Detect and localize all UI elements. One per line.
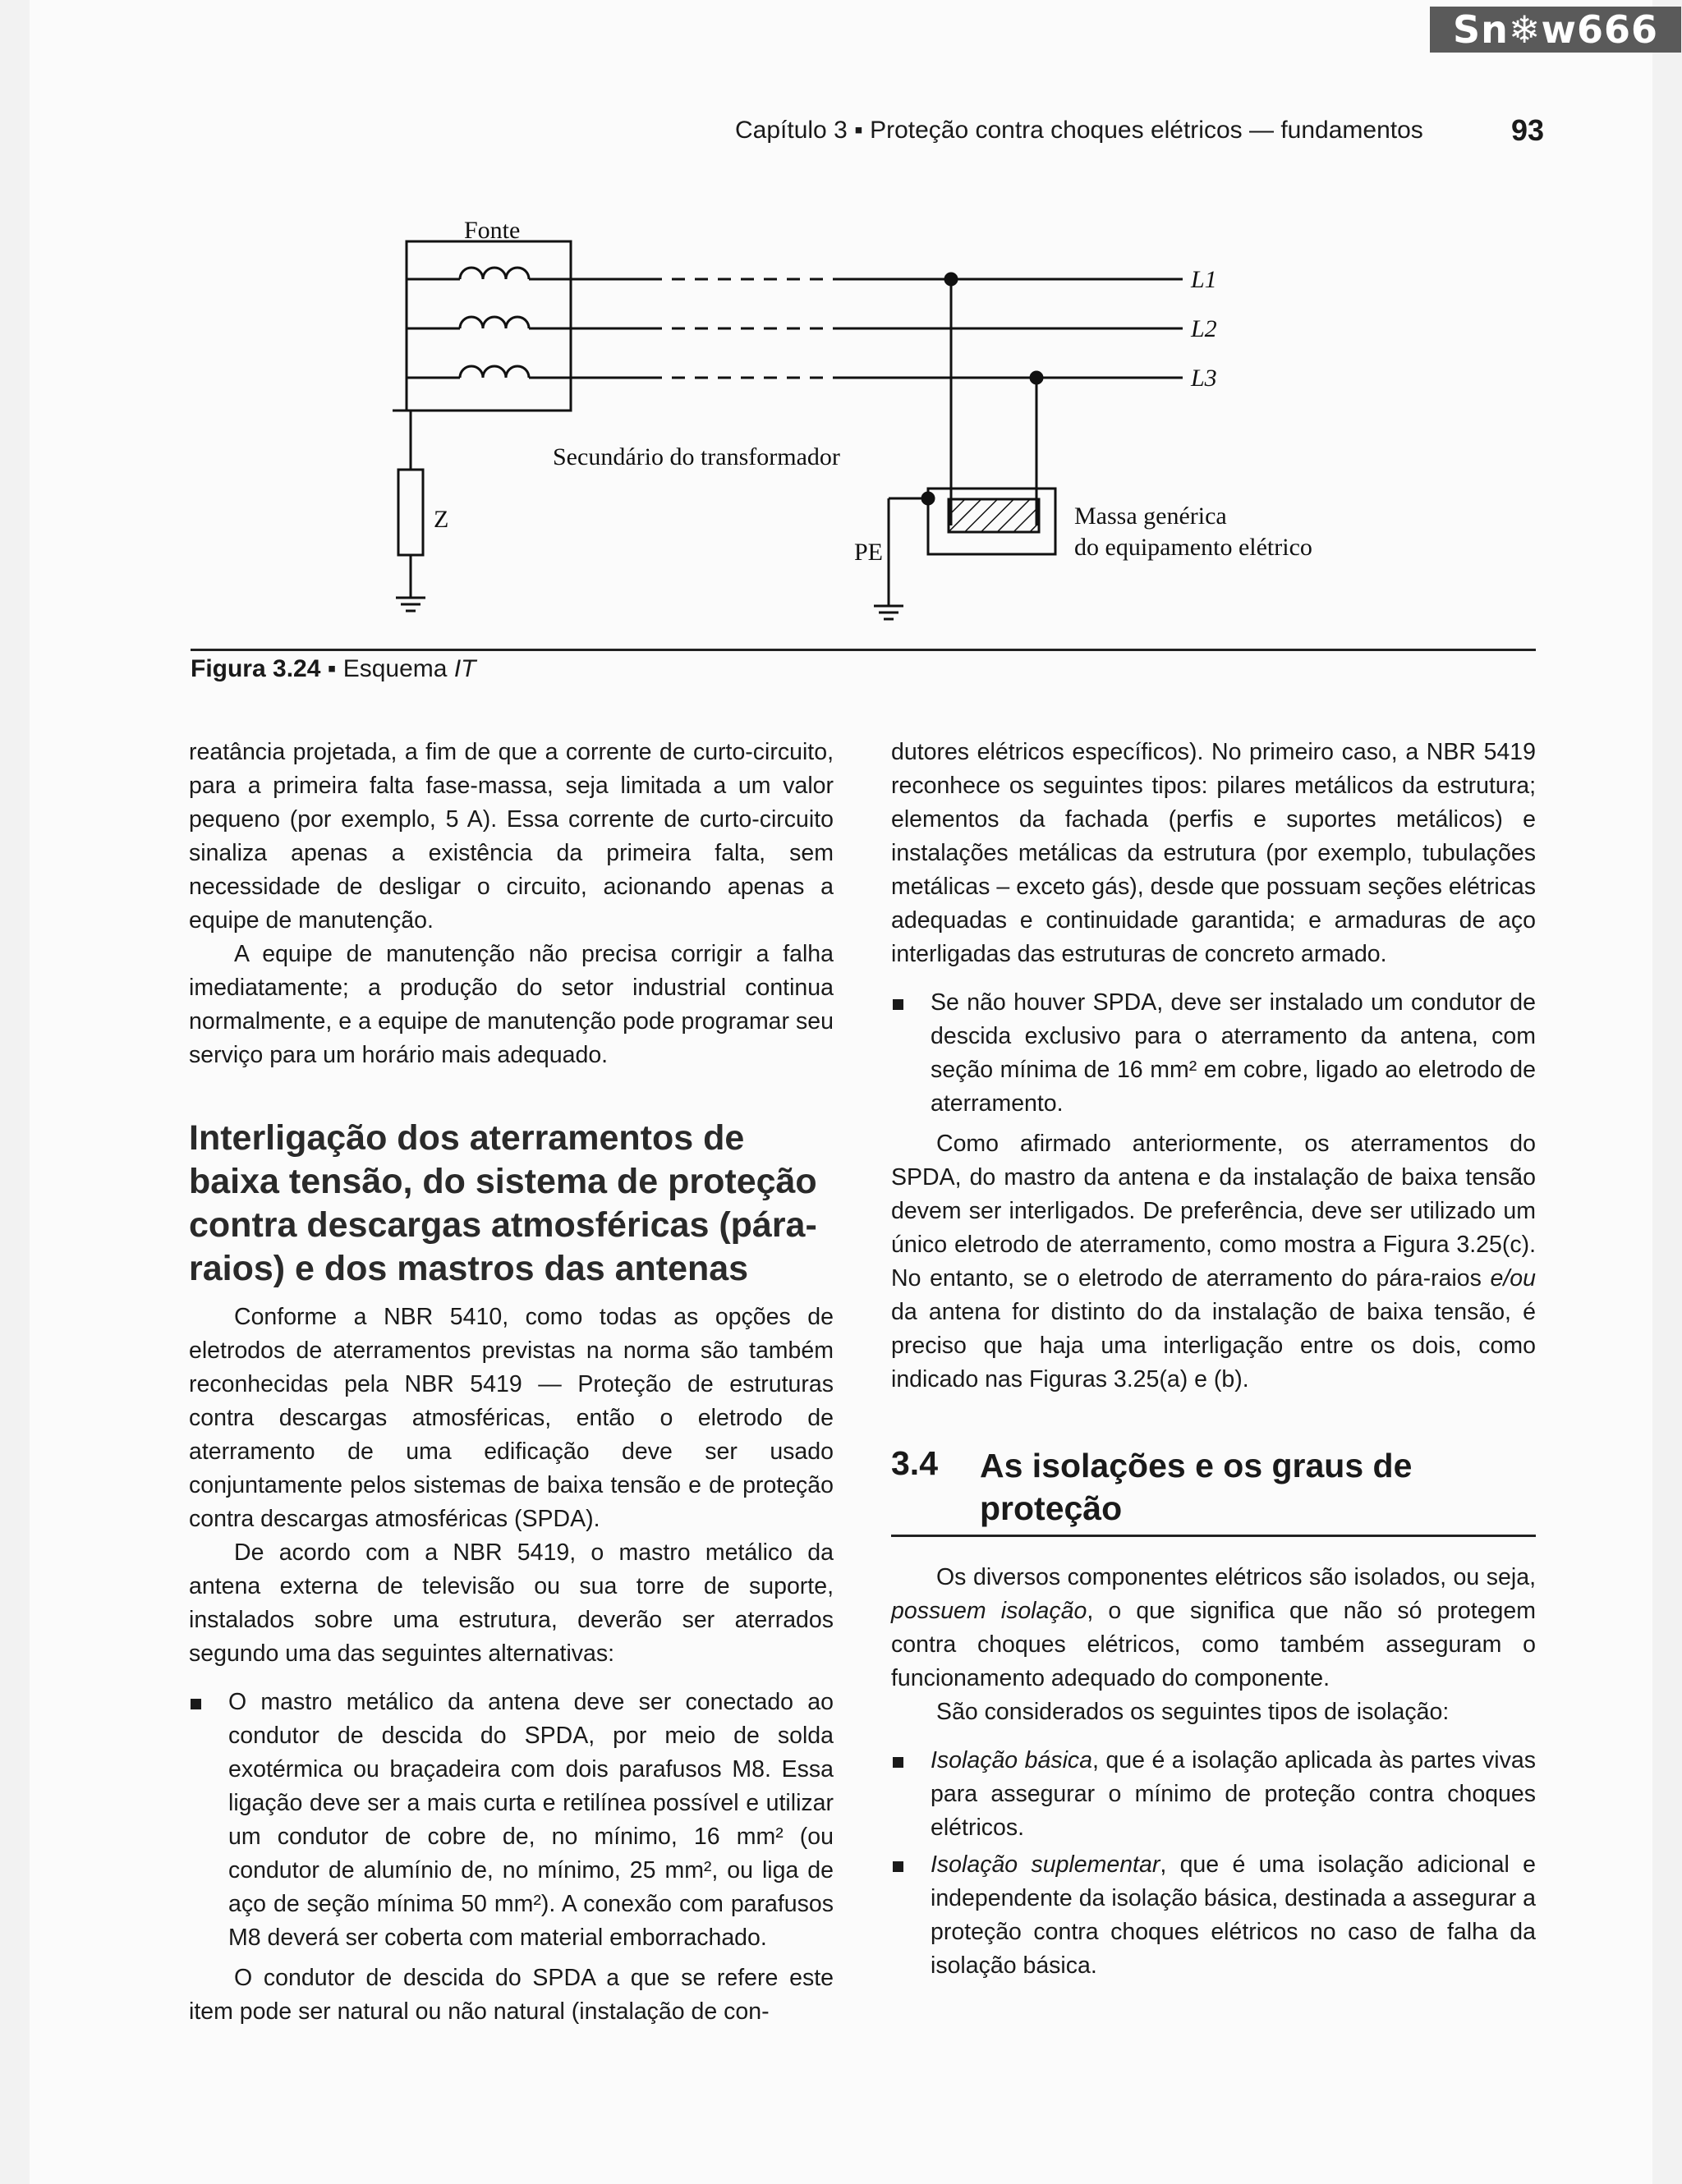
text-run-italic: Isolação básica xyxy=(931,1747,1093,1773)
bullet-list xyxy=(891,1744,1536,1983)
coil-1 xyxy=(460,268,529,279)
list-item xyxy=(891,1848,1536,1983)
source-box xyxy=(407,241,571,411)
text-run: , que é a isolação aplicada às partes vivas para assegurar o mínimo de proteção contra choques elétricos. xyxy=(931,1747,1536,1841)
bullet-square-icon xyxy=(893,999,903,1010)
list-item-text: O mastro metálico da antena deve ser conectado ao condutor de descida do SPDA, por meio de solda exotérmica ou braçadeira com dois parafusos M8. Essa ligação deve ser a mais curta e retilínea possível e utilizar um condutor de cobre de, no mínimo, 16 mm² (ou condutor de alumínio de, no mínimo, 25 mm², ou liga de aço de seção mínima 50 mm²). A conexão com parafusos M8 deverá ser coberta com material emborrachado. xyxy=(228,1689,834,1951)
list-item-text: Se não houver SPDA, deve ser instalado um condutor de descida exclusivo para o aterramento da antena, com seção mínima de 16 mm² em cobre, ligado ao eletrodo de aterramento. xyxy=(931,989,1536,1117)
paragraph: Conforme a NBR 5410, como todas as opções de eletrodos de aterramentos previstas na norma são também reconhecidas pela NBR 5419 — Proteção de estruturas contra descargas atmosféricas, então o eletrodo de aterramento de uma edificação deve ser usado conjuntamente pelos sistemas de baixa tensão e de proteção contra descargas atmosféricas (SPDA). xyxy=(189,1304,834,1532)
figure-caption-label: Figura 3.24 ▪ xyxy=(191,655,337,682)
paragraph: São considerados os seguintes tipos de isolação: xyxy=(936,1699,1450,1725)
text-run-italic: Isolação suplementar xyxy=(931,1851,1160,1878)
figure-caption xyxy=(191,655,476,683)
running-header: Capítulo 3 ▪ Proteção contra choques elétricos — fundamentos xyxy=(735,117,1423,144)
paragraph: dutores elétricos específicos). No primeiro caso, a NBR 5419 reconhece os seguintes tipos: pilares metálicos da estrutura; elementos da fachada (perfis e suportes metálicos) e instalações metálicas da estrutura (por exemplo, tubulações metálicas – exceto gás), desde que possuam seções elétricas adequadas e continuidade garantida; e armaduras de aço interligadas das estruturas de concreto armado. xyxy=(891,739,1536,967)
mass-label-2: do equipamento elétrico xyxy=(1074,534,1312,561)
label-pe: PE xyxy=(854,539,884,566)
label-l1: L1 xyxy=(1191,266,1217,293)
bullet-square-icon xyxy=(191,1699,201,1709)
text-run: , que é uma isolação adicional e independente da isolação básica, destinada a assegurar a proteção contra choques elétricos no caso de falha da isolação básica. xyxy=(931,1851,1537,1979)
label-l3: L3 xyxy=(1191,365,1217,392)
label-z: Z xyxy=(434,506,449,533)
paragraph: A equipe de manutenção não precisa corrigir a falha imediatamente; a produção do setor industrial continua normalmente, e a equipe de manutenção pode programar seu serviço para um horário mais adequado. xyxy=(189,941,834,1068)
it-scheme-diagram xyxy=(0,0,1682,649)
coil-3 xyxy=(460,366,529,378)
list-item-text xyxy=(931,1744,1536,1845)
bullet-list xyxy=(189,1686,834,1955)
figure-caption-text: Esquema xyxy=(342,655,448,682)
figure-caption-italic: IT xyxy=(453,655,476,682)
left-column xyxy=(189,736,834,2029)
right-column xyxy=(891,736,1536,1989)
section-title: As isolações e os graus de proteção xyxy=(980,1447,1413,1527)
section-number: 3.4 xyxy=(891,1444,938,1482)
figure-rule xyxy=(191,649,1536,651)
page-number: 93 xyxy=(1510,113,1544,147)
paragraph: reatância projetada, a fim de que a corrente de curto-circuito, para a primeira falta fase-massa, seja limitada a um valor pequeno (por exemplo, 5 A). Essa corrente de curto-circuito sinaliza apenas a existência da primeira falta, sem necessidade de desligar o circuito, acionando apenas a equipe de manutenção. xyxy=(189,739,834,934)
impedance-z xyxy=(398,470,423,555)
text-run: da antena for distinto do da instalação de baixa tensão, é preciso que haja uma interligação entre os dois, como indicado nas Figuras 3.25(a) e (b). xyxy=(891,1299,1536,1393)
list-item xyxy=(189,1686,834,1955)
bullet-square-icon xyxy=(893,1861,903,1872)
text-run-italic: possuem isolação xyxy=(891,1598,1087,1624)
equipment-mass xyxy=(949,499,1039,532)
text-run: Como afirmado anteriormente, os aterramentos do SPDA, do mastro da antena e da instalação de baixa tensão devem ser interligados. De preferência, deve ser utilizado um único eletrodo de aterramento, como mostra a Figura 3.25(c). No entanto, se o eletrodo de aterramento do pára-raios xyxy=(891,1131,1536,1292)
secondary-label: Secundário do transformador xyxy=(553,443,840,470)
coil-2 xyxy=(460,317,529,328)
list-item-text xyxy=(931,1848,1536,1983)
label-l2: L2 xyxy=(1191,315,1217,342)
paragraph xyxy=(891,1127,1536,1397)
paragraph: De acordo com a NBR 5419, o mastro metálico da antena externa de televisão ou sua torre de suporte, instalados sobre uma estrutura, deverão ser aterrados segundo uma das seguintes alternativas: xyxy=(189,1539,834,1667)
source-label: Fonte xyxy=(464,217,521,244)
paragraph xyxy=(891,1561,1536,1695)
mass-label-1: Massa genérica xyxy=(1074,502,1227,530)
text-run-italic: e/ou xyxy=(1490,1265,1536,1292)
subsection-heading: Interligação dos aterramentos de baixa tensão, do sistema de proteção contra descargas atmosféricas (pára-raios) e dos mastros das antenas xyxy=(189,1118,817,1288)
paragraph: O condutor de descida do SPDA a que se refere este item pode ser natural ou não natural (instalação de con- xyxy=(189,1965,834,2025)
bullet-square-icon xyxy=(893,1757,903,1768)
text-run: Os diversos componentes elétricos são isolados, ou seja, xyxy=(936,1564,1536,1590)
list-item xyxy=(891,1744,1536,1845)
section-rule xyxy=(891,1535,1536,1537)
bullet-list xyxy=(891,986,1536,1121)
text-run: , o que significa que não só protegem contra choques elétricos, como também asseguram o funcionamento adequado do componente. xyxy=(891,1598,1536,1691)
section-heading xyxy=(891,1444,1536,1536)
list-item xyxy=(891,986,1536,1121)
watermark-logo: Sn❄w666 xyxy=(1430,7,1681,53)
